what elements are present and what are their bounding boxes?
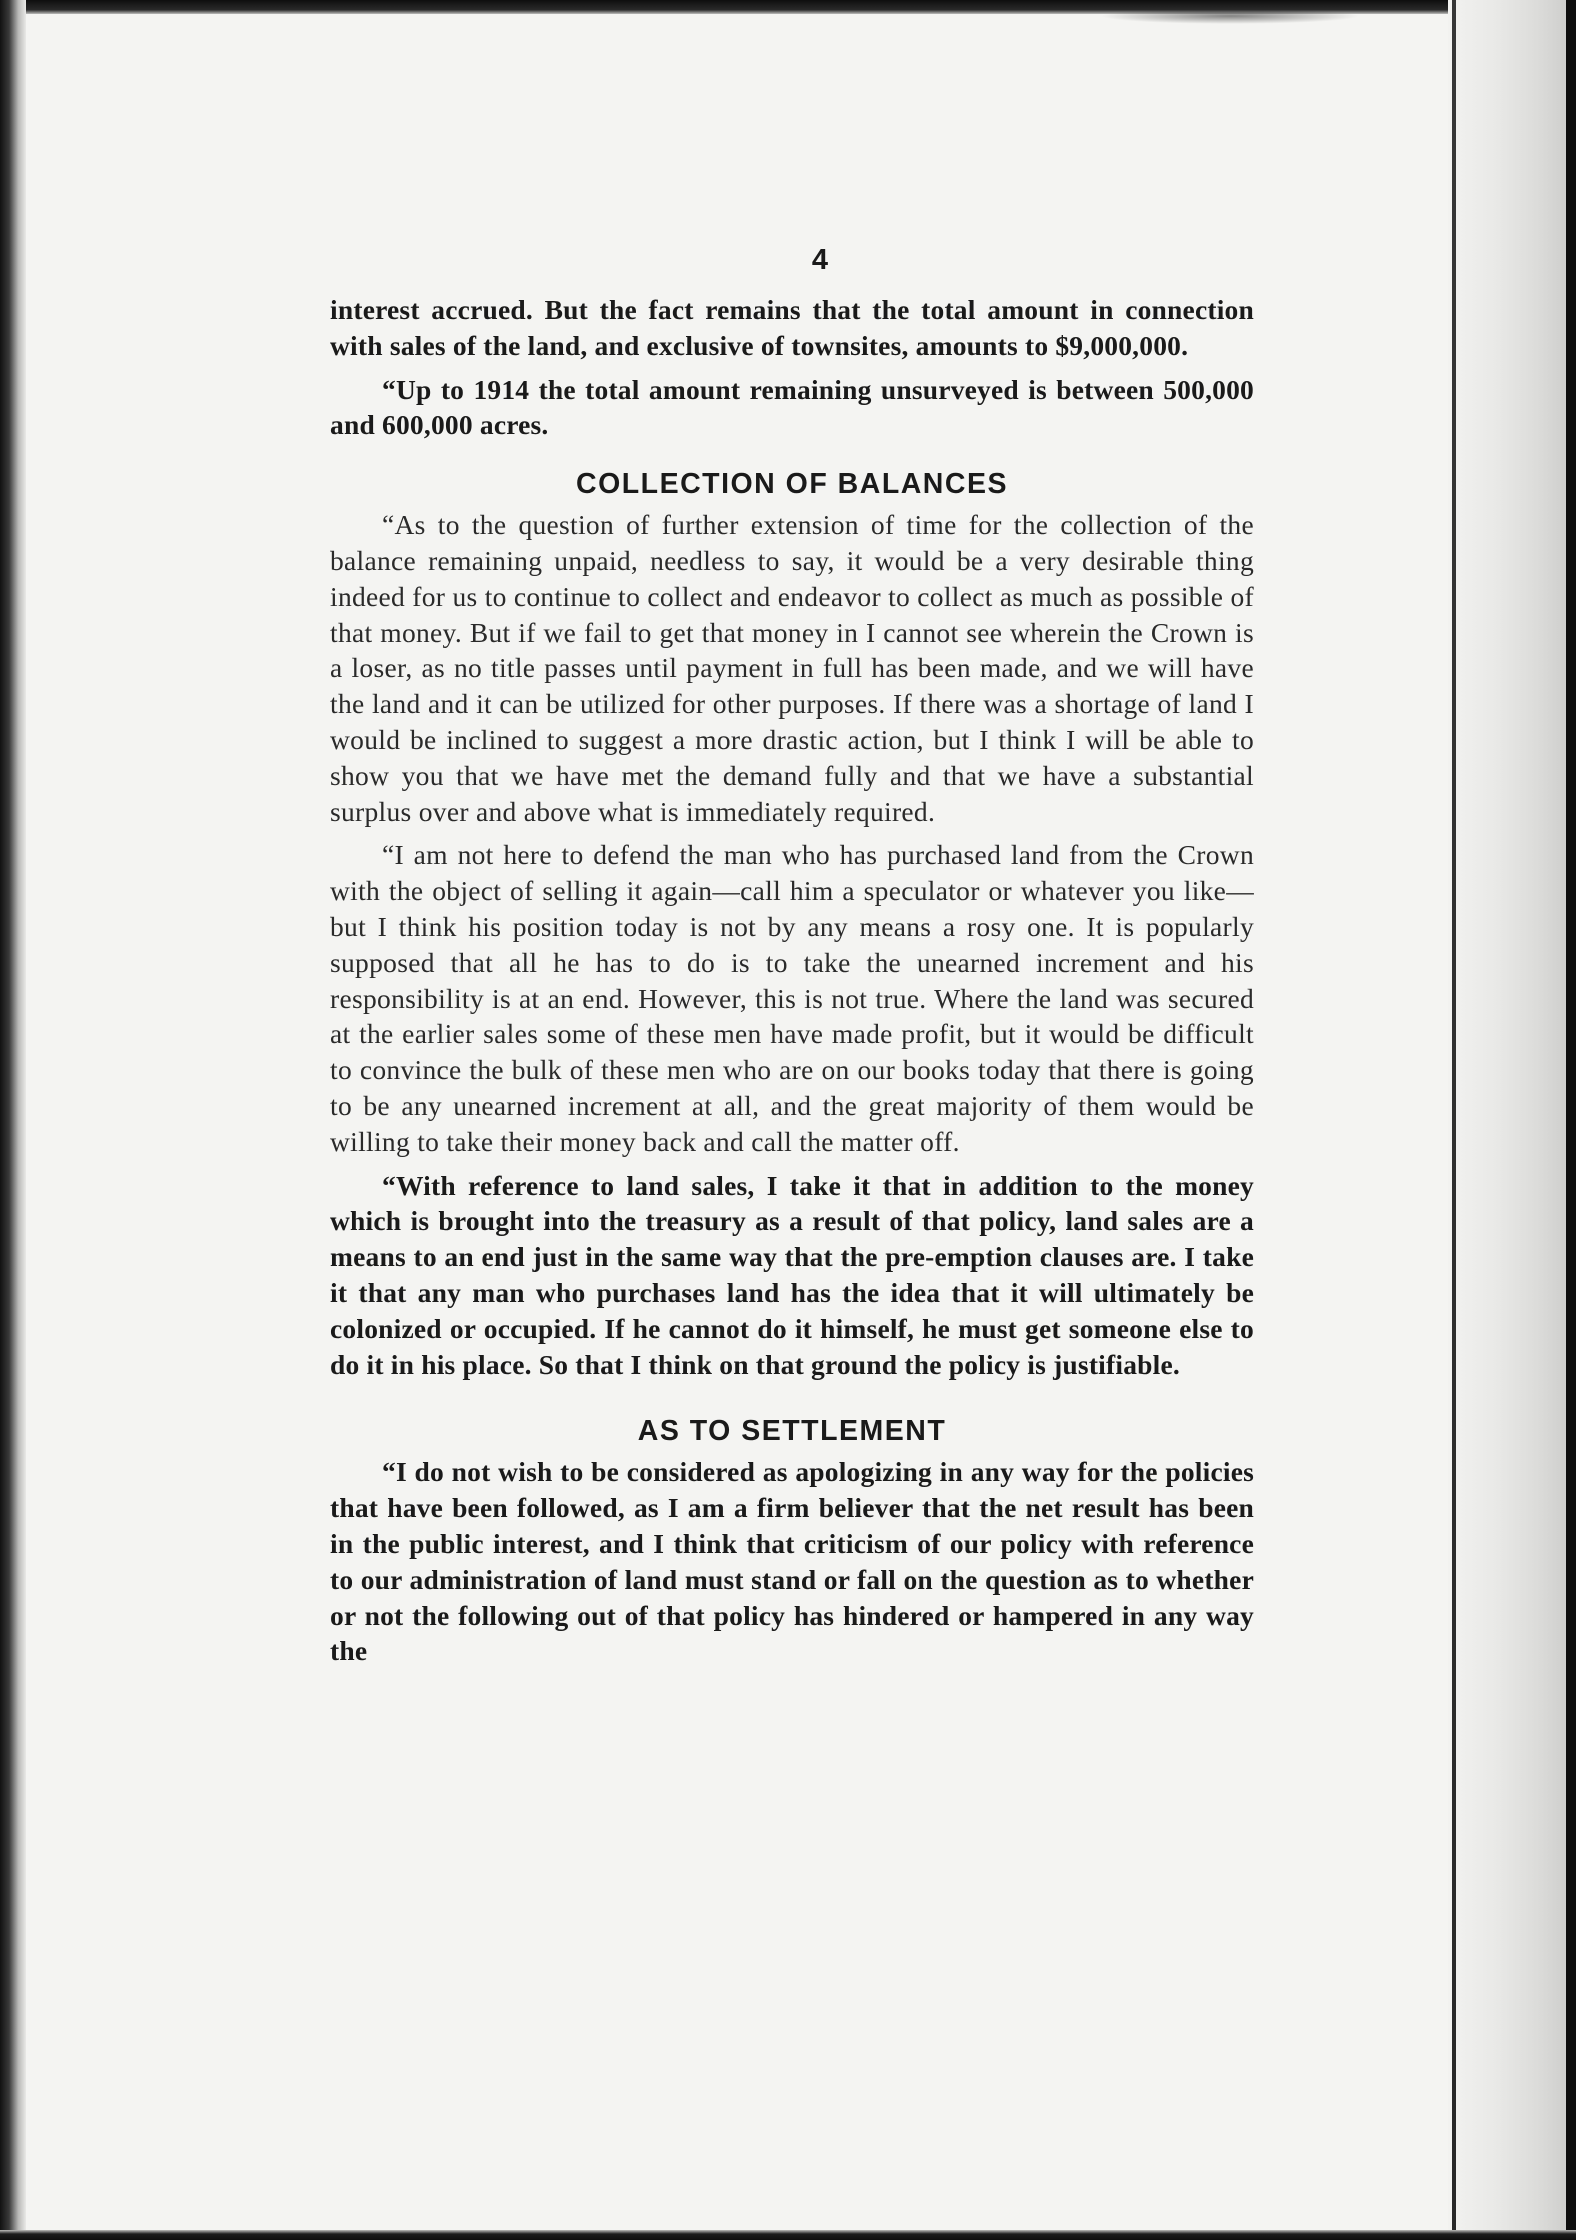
paragraph-interest-accrued: interest accrued. But the fact remains that the total amount in connection with sales of the land, and exclusive of townsites, amounts to $9,000,000. bbox=[330, 294, 1254, 361]
paragraph-extension-of-time: “As to the question of further extension of time for the collection of the balance remaining unpaid, needless to say, it would be a very desirable thing indeed for us to continue to collect and endeavor to collect as much as possible of that money. But if we fail to get that money in I cannot see wherein the Crown is a loser, as no title passes until payment in full has been made, and we will have the land and it can be utilized for other purposes. If there was a shortage of land I would be inclined to suggest a more drastic action, but I think I will be able to show you that we have met the demand fully and that we have a substantial surplus over and above what is immediately required. bbox=[330, 509, 1254, 827]
scan-border-right bbox=[1566, 0, 1576, 2240]
paragraph-land-sales: “With reference to land sales, I take it that in addition to the money which is brought into the treasury as a result of that policy, land sales are a means to an end just in the same way that the pre-emption clauses are. I take it that any man who purchases land has the idea that it will ultimately be colonized or occupied. If he cannot do it himself, he must get someone else to do it in his place. So that I think on that ground the policy is justifiable. bbox=[330, 1169, 1254, 1380]
paragraph-policies: “I do not wish to be considered as apologizing in any way for the policies that have been followed, as I am a firm believer that the net result has been in the public interest, and I think that criticism of our policy with reference to our administration of land must stand or fall on the question as to whether or not the following out of that policy has hindered or hampered in any way the bbox=[330, 1456, 1254, 1667]
page-body bbox=[330, 240, 1254, 1677]
page-number: 4 bbox=[811, 244, 829, 276]
scan-smudge bbox=[1100, 8, 1360, 24]
section-heading-as-to-settlement: AS TO SETTLEMENT bbox=[637, 1415, 947, 1448]
binding-line bbox=[1452, 0, 1456, 2240]
scan-border-left bbox=[0, 0, 26, 2240]
scan-border-bottom bbox=[0, 2230, 1576, 2240]
paragraph-unsurveyed-acres: “Up to 1914 the total amount remaining unsurveyed is between 500,000 and 600,000 acres. bbox=[330, 373, 1254, 441]
paragraph-speculator: “I am not here to defend the man who has purchased land from the Crown with the object of selling it again—call him a speculator or whatever you like—but I think his position today is not by any means a rosy one. It is popularly supposed that all he has to do is to take the unearned increment and his responsibility is at an end. However, this is not true. Where the land was secured at the earlier sales some of these men have made profit, but it would be difficult to convince the bulk of these men who are on our books today that there is going to be any unearned increment at all, and the great majority of them would be willing to take their money back and call the matter off. bbox=[330, 839, 1254, 1157]
section-heading-collection-of-balances: COLLECTION OF BALANCES bbox=[576, 468, 1008, 501]
binding-gutter bbox=[1448, 0, 1566, 2240]
